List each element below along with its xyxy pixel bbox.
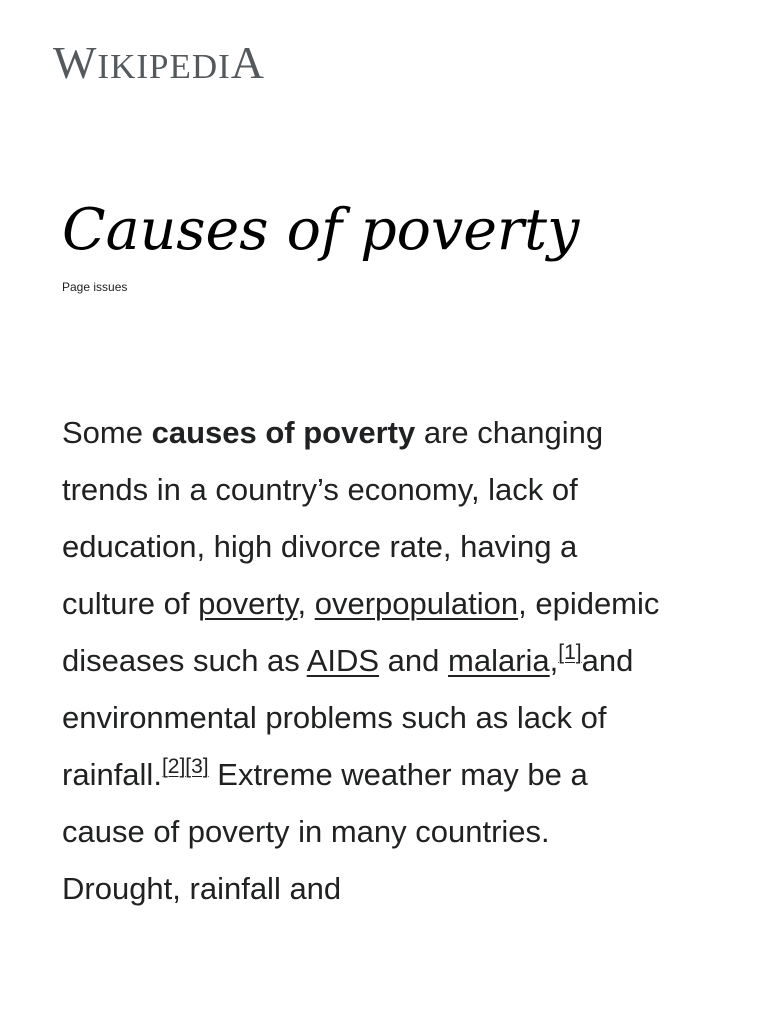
- wordmark-part: A: [230, 37, 266, 88]
- paragraph-text: Extreme weather may be a cause of poverty in many countries. Drought, rainfall and: [62, 757, 588, 906]
- paragraph-text: and: [379, 643, 449, 678]
- paragraph-text: ,: [297, 586, 315, 621]
- page-title: Causes of poverty: [62, 197, 580, 263]
- article-paragraph: [62, 404, 662, 917]
- paragraph-text: and environmental problems such as lack of rainfall.: [62, 643, 634, 792]
- citation-3-link[interactable]: [3]: [185, 755, 209, 778]
- link-overpopulation[interactable]: overpopulation: [314, 586, 519, 621]
- link-malaria[interactable]: malaria: [448, 643, 550, 678]
- citation-2-link[interactable]: [2]: [161, 755, 186, 778]
- wikipedia-wordmark-logo[interactable]: [53, 37, 266, 88]
- link-aids[interactable]: AIDS: [306, 643, 380, 678]
- citation-1-link[interactable]: [1]: [558, 641, 582, 664]
- paragraph-text: Some: [62, 415, 152, 450]
- link-poverty[interactable]: poverty: [198, 586, 298, 621]
- citation-1: [558, 641, 581, 664]
- paragraph-text: ,: [549, 643, 559, 678]
- wordmark-part: IKIPEDI: [97, 47, 231, 86]
- paragraph-text: are changing trends in a country’s economy, lack of education, high divorce rate, having a culture of: [62, 415, 604, 621]
- paragraph-text: , epidemic diseases such as: [62, 586, 660, 678]
- citation-2: [162, 755, 209, 778]
- wordmark-part: W: [53, 37, 98, 88]
- page-issues-link[interactable]: Page issues: [62, 280, 128, 294]
- bold-term: causes of poverty: [151, 415, 416, 450]
